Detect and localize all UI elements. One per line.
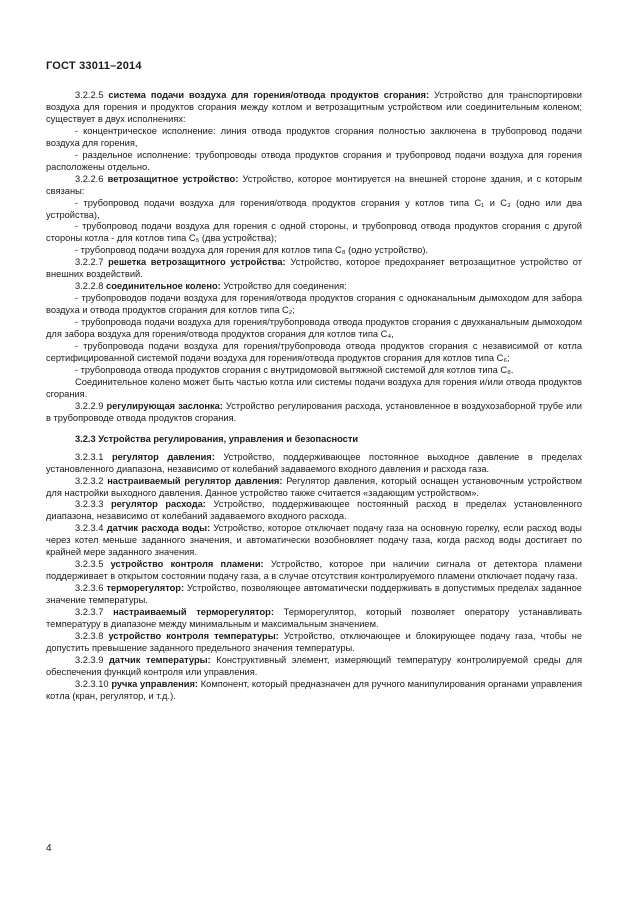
term: регулятор расхода: (110, 499, 206, 510)
list-item: - концентрическое исполнение: линия отвода продуктов сгорания полностью заключена в трубопровод подачи воздуха для горения, (46, 125, 582, 148)
paragraph-3-2-3-5 (46, 559, 582, 583)
clause-number: 3.2.2.9 (75, 400, 104, 411)
paragraph-3-2-2-9 (46, 401, 582, 425)
clause-number: 3.2.2.5 (75, 90, 104, 100)
list-item: - трубопровод подачи воздуха для горения для котлов типа C₈ (одно устройство). (75, 245, 429, 256)
term: ручка управления: (111, 678, 199, 689)
clause-number: 3.2.2.7 (75, 257, 104, 268)
definition: Терморегулятор, который позволяет оператору устанавливать температуру в диапазоне между минимальным и максимальным значением. (46, 607, 582, 629)
standard-header: ГОСТ 33011–2014 (46, 60, 142, 72)
paragraph-3-2-3-6 (46, 583, 582, 607)
term: устройство контроля температуры: (108, 630, 279, 641)
definition: Устройство для транспортировки воздуха для горения и продуктов сгорания между котлом и ветрозащитным устройством или соединительным коленом; существует в двух исполнениях: (46, 90, 582, 124)
term: соединительное колено: (106, 281, 221, 292)
section-heading (46, 434, 582, 446)
paragraph-3-2-2-5 (46, 90, 582, 126)
term: настраиваемый регулятор давления: (107, 475, 283, 486)
clause-number: 3.2.3.7 (75, 607, 104, 618)
clause-number: 3.2.3.4 (75, 523, 104, 534)
clause-number: 3.2.3.2 (75, 475, 104, 486)
paragraph-3-2-3-9 (46, 655, 582, 679)
list-item: - трубопровода отвода продуктов сгорания с внутридомовой вытяжной системой для котлов типа C₈. (75, 364, 514, 375)
term: система подачи воздуха для горения/отвода продуктов сгорания: (108, 90, 430, 100)
list-item: - трубопроводов подачи воздуха для горения/отвода продуктов сгорания с одноканальным дымоходом для забора воздуха и отвода продуктов сгорания для котлов типа C₂; (46, 293, 582, 316)
definition: Устройство, которое предохраняет ветрозащитное устройство от внешних воздействий. (46, 257, 582, 280)
paragraph-3-2-2-6 (46, 174, 582, 198)
clause-number: 3.2.3.8 (75, 630, 104, 641)
clause-number: 3.2.2.8 (75, 281, 104, 292)
document-body (46, 90, 582, 703)
term: датчик температуры: (109, 654, 211, 665)
definition: Устройство регулирования расхода, установленное в воздухозаборной трубе или в трубопроводе отвода продуктов сгорания. (46, 400, 582, 423)
term: регулятор давления: (111, 451, 215, 462)
definition: Устройство для соединения: (223, 281, 347, 292)
paragraph-3-2-3-10 (46, 679, 582, 703)
term: регулирующая заслонка: (106, 400, 223, 411)
definition: Конструктивный элемент, измеряющий температуру контролируемой среды для обеспечения функций контроля или управления. (46, 654, 582, 677)
paragraph-3-2-3-7 (46, 607, 582, 631)
definition: Устройство, которое монтируется на внешней стороне здания, и с которым связаны: (46, 173, 582, 196)
paragraph-3-2-3-3 (46, 499, 582, 523)
list-item: - трубопровода подачи воздуха для горения/трубопровода отвода продуктов сгорания с двухканальным дымоходом для забора воздуха для горения/отвода продуктов сгорания для котлов типа C₄, (46, 317, 582, 340)
paragraph-3-2-3-2 (46, 476, 582, 500)
definition: Устройство, отключающее и блокирующее подачу газа, чтобы не допустить превышение заданного предельного значения температуры. (46, 630, 582, 653)
paragraph-3-2-2-8 (46, 281, 582, 293)
definition: Устройство, поддерживающее постоянное выходное давление в пределах установленного диапазона, независимо от колебаний задаваемого входного давления и расхода газа. (46, 451, 582, 474)
note-paragraph: Соединительное колено может быть частью котла или системы подачи воздуха для горения и/или отвода продуктов сгорания. (46, 376, 582, 399)
term: решетка ветрозащитного устройства: (108, 257, 286, 268)
clause-number: 3.2.3.9 (75, 654, 104, 665)
definition: Устройство, поддерживающее постоянный расход в пределах установленного диапазона, независимо от колебаний задаваемого входного расхода. (46, 499, 582, 522)
paragraph-3-2-3-4 (46, 523, 582, 559)
list-item: - трубопровод подачи воздуха для горения/отвода продуктов сгорания у котлов типа C₁ и C₃ (одно или два устройства), (46, 197, 582, 220)
term: ветрозащитное устройство: (107, 173, 239, 184)
term: терморегулятор: (106, 583, 185, 594)
clause-number: 3.2.3.10 (75, 678, 109, 689)
clause-number: 3.2.3.3 (75, 499, 104, 510)
definition: Устройство, которое отключает подачу газа на основную горелку, если расход воды через котел меньше заданного значения, и автоматически возобновляет подачу газа, когда расход воды достигает по крайней мере заданного значения. (46, 523, 582, 558)
list-item: - раздельное исполнение: трубопроводы отвода продуктов сгорания и трубопровод подачи воздуха для горения расположены отдельно. (46, 149, 582, 172)
clause-number: 3.2.3.5 (75, 559, 104, 570)
clause-number: 3.2.3.6 (75, 583, 104, 594)
term: датчик расхода воды: (106, 523, 211, 534)
definition: Регулятор давления, который оснащен установочным устройством для настройки выходного давления. Данное устройство также считается «задающим устройством». (46, 475, 582, 498)
paragraph-3-2-3-1 (46, 452, 582, 476)
page-number: 4 (46, 843, 52, 854)
term: устройство контроля пламени: (110, 559, 264, 570)
clause-number: 3.2.3.1 (75, 451, 104, 462)
definition: Компонент, который предназначен для ручного манипулирования органами управления котла (кран, регулятор, и т.д.). (46, 678, 582, 701)
list-item: - трубопровода подачи воздуха для горения/трубопровода отвода продуктов сгорания с независимой от котла сертифицированной системой подачи воздуха для горения/отвода продуктов сгорания для котлов типа C₆; (46, 341, 582, 363)
definition: Устройство, которое при наличии сигнала от детектора пламени поддерживает в открытом состоянии подачу газа, а в случае отсутствия контролируемого пламени отключает подачу газа. (46, 559, 582, 582)
list-item: - трубопровод подачи воздуха для горения с одной стороны, и трубопровод отвода продуктов сгорания с другой стороны котла - для котлов типа C₅ (два устройства); (46, 221, 582, 244)
clause-number: 3.2.2.6 (75, 173, 104, 184)
paragraph-3-2-3-8 (46, 631, 582, 655)
definition: Устройство, позволяющее автоматически поддерживать в допустимых пределах заданное значение температуры. (46, 583, 582, 606)
section-heading-text: 3.2.3 Устройства регулирования, управления и безопасности (75, 433, 359, 444)
paragraph-3-2-2-7 (46, 257, 582, 281)
term: настраиваемый терморегулятор: (113, 607, 274, 618)
